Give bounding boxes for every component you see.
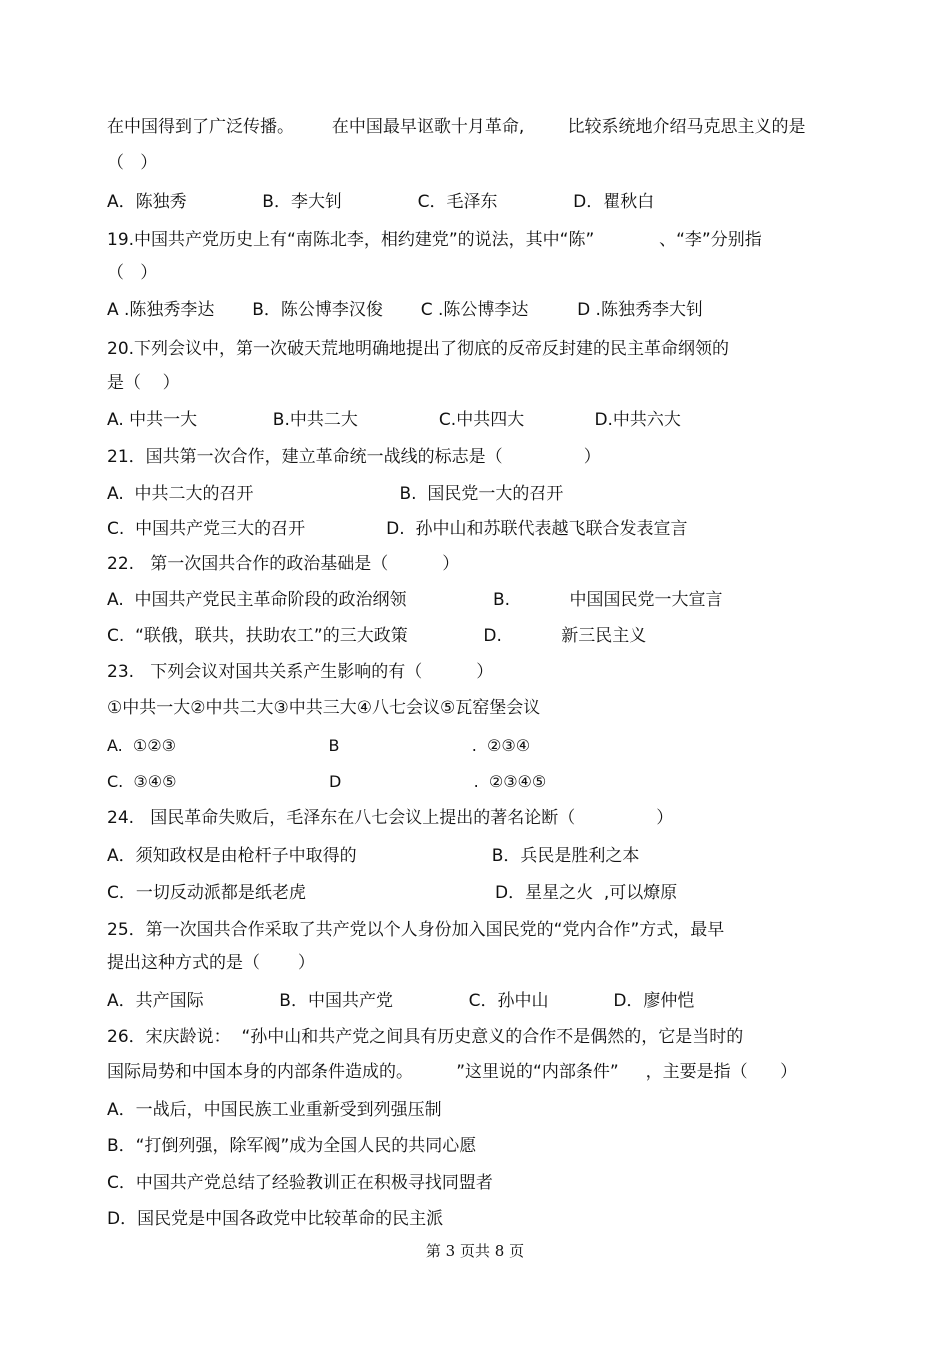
option-line: A．须知政权是由枪杆子中取得的 B．兵民是胜利之本 [107,846,640,866]
question-20: 20.下列会议中，第一次破天荒地明确地提出了彻底的反帝反封建的民主革命纲领的 [107,339,730,359]
question-24: 24. 国民革命失败后，毛泽东在八七会议上提出的著名论断（ ） [107,808,674,828]
option-line: C. 中国共产党三大的召开 D. 孙中山和苏联代表越飞联合发表宣言 [107,519,688,539]
option-line: A .陈独秀李达 B．陈公博李汉俊 C .陈公博李达 D .陈独秀李大钊 [107,300,703,320]
option-line: A. 中共一大 B.中共二大 C.中共四大 D.中共六大 [107,410,681,430]
option-line: B．“打倒列强，除军阀”成为全国人民的共同心愿 [107,1136,477,1156]
option-line: A. ①②③ B . ②③④ [107,736,531,755]
option-line: D．国民党是中国各政党中比较革命的民主派 [107,1209,444,1229]
option-line: A. 中国共产党民主革命阶段的政治纲领 B. 中国国民党一大宣言 [107,590,723,610]
text-line: 是（ ） [107,373,180,393]
question-19: 19.中国共产党历史上有“南陈北李，相约建党”的说法，其中“陈” 、“李”分别指 [107,230,762,250]
page-footer: 第 3 页共 8 页 [425,1242,525,1260]
text-line: ①中共一大②中共二大③中共三大④八七会议⑤瓦窑堡会议 [107,698,541,718]
question-23: 23. 下列会议对国共关系产生影响的有（ ） [107,662,494,682]
question-21: 21．国共第一次合作，建立革命统一战线的标志是（ ） [107,447,601,467]
option-line: A．一战后，中国民族工业重新受到列强压制 [107,1100,442,1120]
question-22: 22. 第一次国共合作的政治基础是（ ） [107,554,460,574]
option-line: C. “联俄，联共，扶助农工”的三大政策 D. 新三民主义 [107,626,647,646]
text-line: （ ） [107,263,158,283]
option-line: A. 中共二大的召开 B. 国民党一大的召开 [107,484,564,504]
option-line: C．中国共产党总结了经验教训正在积极寻找同盟者 [107,1173,493,1193]
text-line: 在中国得到了广泛传播。 在中国最早讴歌十月革命, 比较系统地介绍马克思主义的是 [107,117,806,137]
option-line: A．共产国际 B．中国共产党 C．孙中山 D．廖仲恺 [107,991,695,1011]
option-line: C．一切反动派都是纸老虎 D．星星之火 ,可以燎原 [107,883,678,903]
question-26: 26．宋庆龄说： “孙中山和共产党之间具有历史意义的合作不是偶然的，它是当时的 [107,1027,744,1047]
text-line: 国际局势和中国本身的内部条件造成的。 ”这里说的“内部条件” ，主要是指（ ） [107,1062,798,1082]
question-25: 25．第一次国共合作采取了共产党以个人身份加入国民党的“党内合作”方式，最早 [107,920,725,940]
text-line: （ ） [107,153,158,173]
text-line: 提出这种方式的是（ ） [107,953,315,973]
option-line: C. ③④⑤ D . ②③④⑤ [107,772,547,791]
option-line: A．陈独秀 B．李大钊 C．毛泽东 D．瞿秋白 [107,192,655,212]
